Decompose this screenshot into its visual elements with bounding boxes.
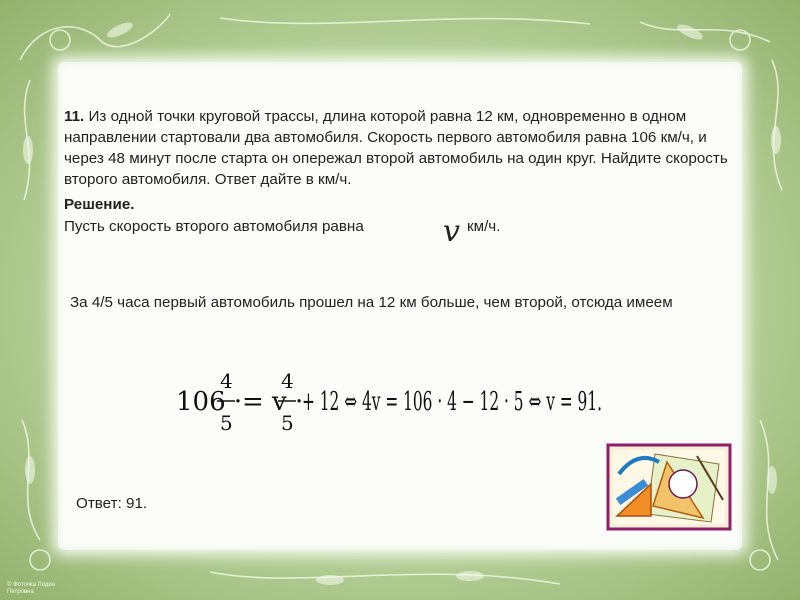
credit-line-1: © Фоточка Лидия (7, 582, 56, 588)
fraction-denominator-2: 5 (281, 411, 294, 435)
unit-label: км/ч. (467, 218, 501, 235)
equation-term-3: + 12 ⇔ 4v = 106 · 4 − 12 · 5 ⇔ v = 91. (302, 387, 602, 417)
answer-text: Ответ: 91. (76, 495, 148, 512)
geometry-clipart (607, 444, 731, 530)
fraction-numerator-2: 4 (281, 369, 294, 393)
equation (176, 360, 616, 440)
circle-figure-icon (669, 470, 697, 498)
equation-term-2: = v · (242, 387, 304, 417)
credit-line-2: Петровна (7, 589, 34, 595)
fraction-numerator-1: 4 (220, 369, 233, 393)
solution-statement: За 4/5 часа первый автомобиль прошел на 12 км больше, чем второй, отсюда имеем (70, 294, 673, 311)
problem-statement: Из одной точки круговой трассы, длина которой равна 12 км, одновременно в одном направлении стартовали два автомобиля. Скорость первого автомобиля равна 106 км/ч, и через 48 минут после старта он опережал второй автомобиль на один круг. Найдите скорость второго автомобиля. Ответ дайте в км/ч. (64, 108, 728, 188)
copyright-credit (7, 582, 55, 596)
solution-heading: Решение. (64, 196, 135, 213)
problem-number: 11. (64, 108, 85, 125)
equation-term-1: 106 · (176, 387, 243, 417)
fraction-denominator-1: 5 (220, 411, 233, 435)
let-statement: Пусть скорость второго автомобиля равна (64, 218, 364, 235)
problem-text (64, 106, 734, 190)
variable-v: v (443, 214, 460, 249)
